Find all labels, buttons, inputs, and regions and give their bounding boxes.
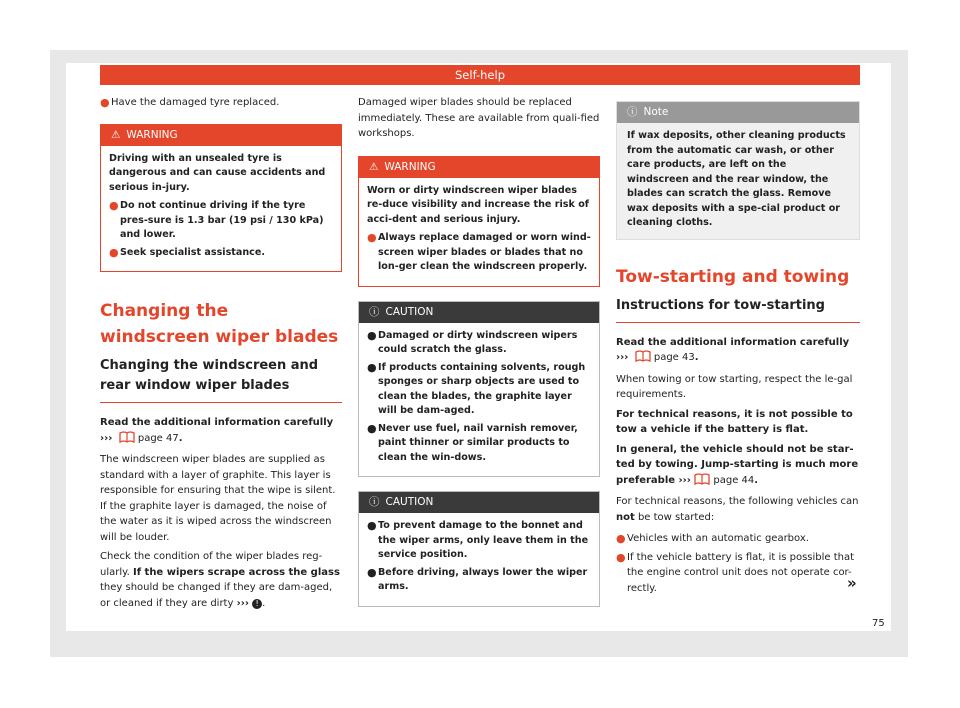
warning-ref-icon[interactable]: ! bbox=[252, 599, 262, 609]
paragraph: The windscreen wiper blades are supplied as standard with a layer of graphite. This layer is responsible for ensuring that the wipe is silent. If the graphite layer is damaged, the noise of the water as it is wiped across the windscreen will be louder. bbox=[100, 454, 336, 543]
column-2 bbox=[358, 95, 600, 621]
section-title: Changing the windscreen wiper blades bbox=[100, 301, 339, 347]
page-link[interactable]: page 47 bbox=[137, 432, 179, 444]
book-icon[interactable] bbox=[635, 350, 651, 368]
warning-text: Worn or dirty windscreen wiper blades re-duce visibility and increase the risk of acci-dent and serious injury. bbox=[367, 184, 589, 225]
warning-box: ⚠ WARNING Driving with an unsealed tyre is dangerous and can cause accidents and serious in-jury. ● Do not continue driving if the tyre pres-sure is 1.3 bar (19 psi / 130 kPa) and lower. ● Seek specialist assistance. bbox=[100, 124, 342, 273]
paragraph: In general, the vehicle should not be star-ted by towing. Jump-starting is much more preferable ››› page 44. bbox=[616, 442, 860, 491]
warning-icon: ⚠ bbox=[111, 128, 121, 141]
page-link[interactable]: page 44 bbox=[713, 474, 755, 486]
list-item: ● If products containing solvents, rough sponges or sharp objects are used to clean the blades, the graphite layer will be dam-aged. bbox=[367, 360, 586, 416]
section-header: Self-help bbox=[100, 65, 860, 85]
list-item: ● Do not continue driving if the tyre pres-sure is 1.3 bar (19 psi / 130 kPa) and lower. bbox=[109, 199, 324, 240]
book-icon[interactable] bbox=[119, 431, 135, 449]
list-item: ● Never use fuel, nail varnish remover, paint thinner or similar products to clean the win-dows. bbox=[367, 421, 578, 463]
note-box: ⓘ Note If wax deposits, other cleaning products from the automatic car wash, or other care products, are left on the windscreen and the rear window, the blades can scratch the glass. Remove wax deposits with a spe-cial product or cleaning cloths. bbox=[616, 101, 860, 240]
page-link[interactable]: page 43 bbox=[653, 352, 695, 363]
list-item: ● Always replace damaged or worn wind-screen wiper blades or blades that no lon-ger clean the windscreen properly. bbox=[367, 231, 591, 272]
caution-icon: ⓘ bbox=[369, 496, 380, 508]
warning-icon: ⚠ bbox=[369, 160, 379, 173]
warning-text: Driving with an unsealed tyre is dangerous and can cause accidents and serious in-jury. bbox=[109, 152, 326, 193]
caution-icon: ⓘ bbox=[369, 305, 380, 318]
caution-box: ⓘ CAUTION ● To prevent damage to the bonnet and the wiper arms, only leave them in the service position. ● Before driving, always lower the wiper arms. bbox=[358, 491, 600, 607]
paragraph: Damaged wiper blades should be replaced immediately. These are available from quali-fied workshops. bbox=[358, 97, 600, 139]
list-item: ● If the vehicle battery is flat, it is possible that the engine control unit does not operate cor-rectly. bbox=[616, 550, 855, 594]
book-icon[interactable] bbox=[694, 473, 710, 491]
paragraph: For technical reasons, it is not possible to tow a vehicle if the battery is flat. bbox=[616, 408, 853, 435]
page-number: 75 bbox=[872, 618, 885, 629]
continue-marker: » bbox=[847, 574, 857, 592]
list-item: ● Vehicles with an automatic gearbox. bbox=[616, 532, 809, 545]
subsection-title: Changing the windscreen and rear window wiper blades bbox=[100, 356, 342, 403]
list-item: ● Seek specialist assistance. bbox=[109, 245, 266, 259]
list-item: ● Have the damaged tyre replaced. bbox=[100, 96, 280, 109]
info-icon: ⓘ bbox=[627, 106, 638, 118]
read-more-text: Read the additional information carefully ››› page 43. bbox=[616, 335, 860, 368]
caution-box: ⓘ CAUTION ● Damaged or dirty windscreen wipers could scratch the glass. ● If products containing solvents, rough sponges or sharp objects are used to clean the blades, the graphite layer will be dam-aged. ● Never use fuel, nail varnish remover, paint thinner or similar products to clean the win-dows. bbox=[358, 301, 600, 478]
paragraph: For technical reasons, the following vehicles can not be tow started: bbox=[616, 496, 859, 523]
section-title: Tow-starting and towing bbox=[616, 266, 850, 287]
subsection-title: Instructions for tow-starting bbox=[616, 296, 860, 323]
paragraph: When towing or tow starting, respect the le-gal requirements. bbox=[616, 373, 853, 400]
column-1 bbox=[100, 95, 342, 615]
note-text: If wax deposits, other cleaning products from the automatic car wash, or other care products, are left on the windscreen and the rear window, the blades can scratch the glass. Remove wax deposits with a spe-cial product or cleaning cloths. bbox=[627, 130, 846, 228]
list-item: ● Before driving, always lower the wiper arms. bbox=[367, 565, 588, 592]
paragraph: Check the condition of the wiper blades reg-ularly. If the wipers scrape across the glass they should be changed if they are dam-aged, or cleaned if they are dirty ››› ! . bbox=[100, 551, 340, 609]
list-item: ● To prevent damage to the bonnet and the wiper arms, only leave them in the service position. bbox=[367, 519, 589, 560]
column-3 bbox=[616, 101, 860, 599]
list-item: ● Damaged or dirty windscreen wipers could scratch the glass. bbox=[367, 328, 578, 355]
warning-box: ⚠ WARNING Worn or dirty windscreen wiper blades re-duce visibility and increase the risk of acci-dent and serious injury. ● Always replace damaged or worn wind-screen wiper blades or blades that no lon-ger clean the windscreen properly. bbox=[358, 156, 600, 287]
read-more-text: Read the additional information carefully ››› page 47. bbox=[100, 415, 342, 448]
